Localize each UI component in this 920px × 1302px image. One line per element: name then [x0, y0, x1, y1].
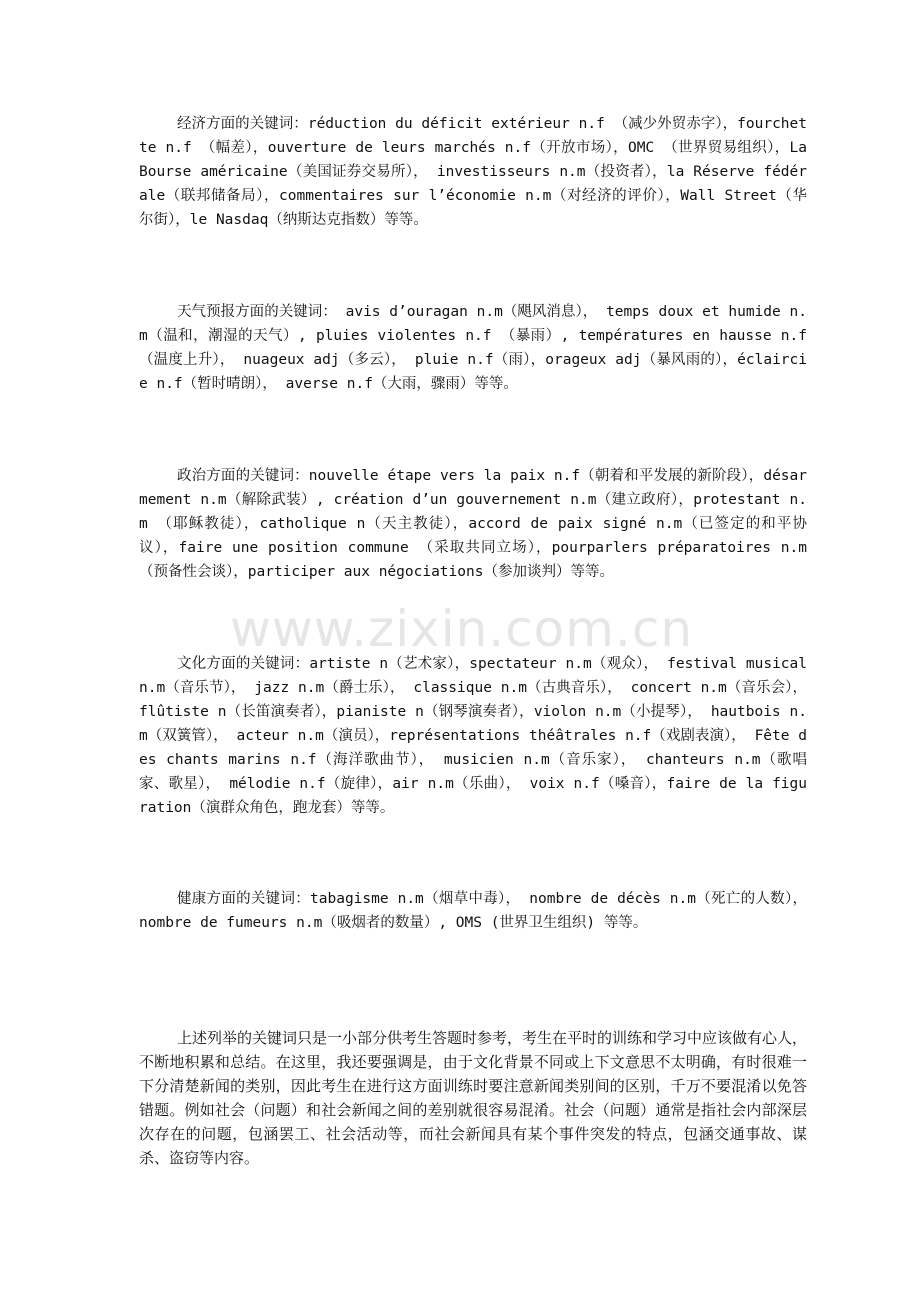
- health-keywords-paragraph: 健康方面的关键词：tabagisme n.m（烟草中毒）， nombre de décès n.m（死亡的人数），nombre de fumeurs n.m（吸烟者的数量）, OMS (世界卫生组织) 等等。: [139, 891, 807, 931]
- weather-keywords-paragraph: 天气预报方面的关键词： avis d’ouragan n.m（飓风消息）， temps doux et humide n.m（温和，潮湿的天气）, pluies violentes n.f （暴雨）, températures en hausse n.f（温度上升）， nuageux adj（多云）， pluie n.f（雨），orageux adj（暴风雨的），éclaircie n.f（暂时晴朗）， averse n.f（大雨，骤雨）等等。: [139, 304, 807, 392]
- politics-keywords-paragraph: 政治方面的关键词：nouvelle étape vers la paix n.f（朝着和平发展的新阶段），désarmement n.m（解除武装）, création d’un gouvernement n.m（建立政府），protestant n.m （耶稣教徒），catholique n（天主教徒），accord de paix signé n.m（已签定的和平协议），faire une position commune （采取共同立场），pourparlers préparatoires n.m （预备性会谈），participer aux négociations（参加谈判）等等。: [139, 468, 807, 580]
- economy-keywords-paragraph: 经济方面的关键词：réduction du déficit extérieur n.f （减少外贸赤字），fourchette n.f （幅差），ouverture de leurs marchés n.f（开放市场），OMC （世界贸易组织），La Bourse américaine（美国证券交易所）， investisseurs n.m（投资者），la Réserve fédérale（联邦储备局），commentaires sur l’économie n.m（对经济的评价），Wall Street（华尔街），le Nasdaq（纳斯达克指数）等等。: [139, 116, 807, 228]
- watermark: www.zixin.com.cn: [230, 600, 694, 658]
- conclusion-paragraph: 上述列举的关键词只是一小部分供考生答题时参考，考生在平时的训练和学习中应该做有心人，不断地积累和总结。在这里，我还要强调是，由于文化背景不同或上下文意思不太明确，有时很难一下分清楚新闻的类别，因此考生在进行这方面训练时要注意新闻类别间的区别，千万不要混淆以免答错题。例如社会（问题）和社会新闻之间的差别就很容易混淆。社会（问题）通常是指社会内部深层次存在的问题，包涵罢工、社会活动等，而社会新闻具有某个事件突发的特点，包涵交通事故、谋杀、盗窃等内容。: [139, 1029, 808, 1167]
- culture-keywords-paragraph: 文化方面的关键词：artiste n（艺术家），spectateur n.m（观众）， festival musical n.m（音乐节）， jazz n.m（爵士乐）， classique n.m（古典音乐）， concert n.m（音乐会），flûtiste n（长笛演奏者），pianiste n（钢琴演奏者），violon n.m（小提琴）， hautbois n.m（双簧管）， acteur n.m（演员），représentations théâtrales n.f（戏剧表演）， Fête des chants marins n.f（海洋歌曲节）， musicien n.m（音乐家）， chanteurs n.m（歌唱家、歌星）， mélodie n.f（旋律），air n.m（乐曲）， voix n.f（嗓音），faire de la figuration（演群众角色，跑龙套）等等。: [139, 656, 807, 816]
